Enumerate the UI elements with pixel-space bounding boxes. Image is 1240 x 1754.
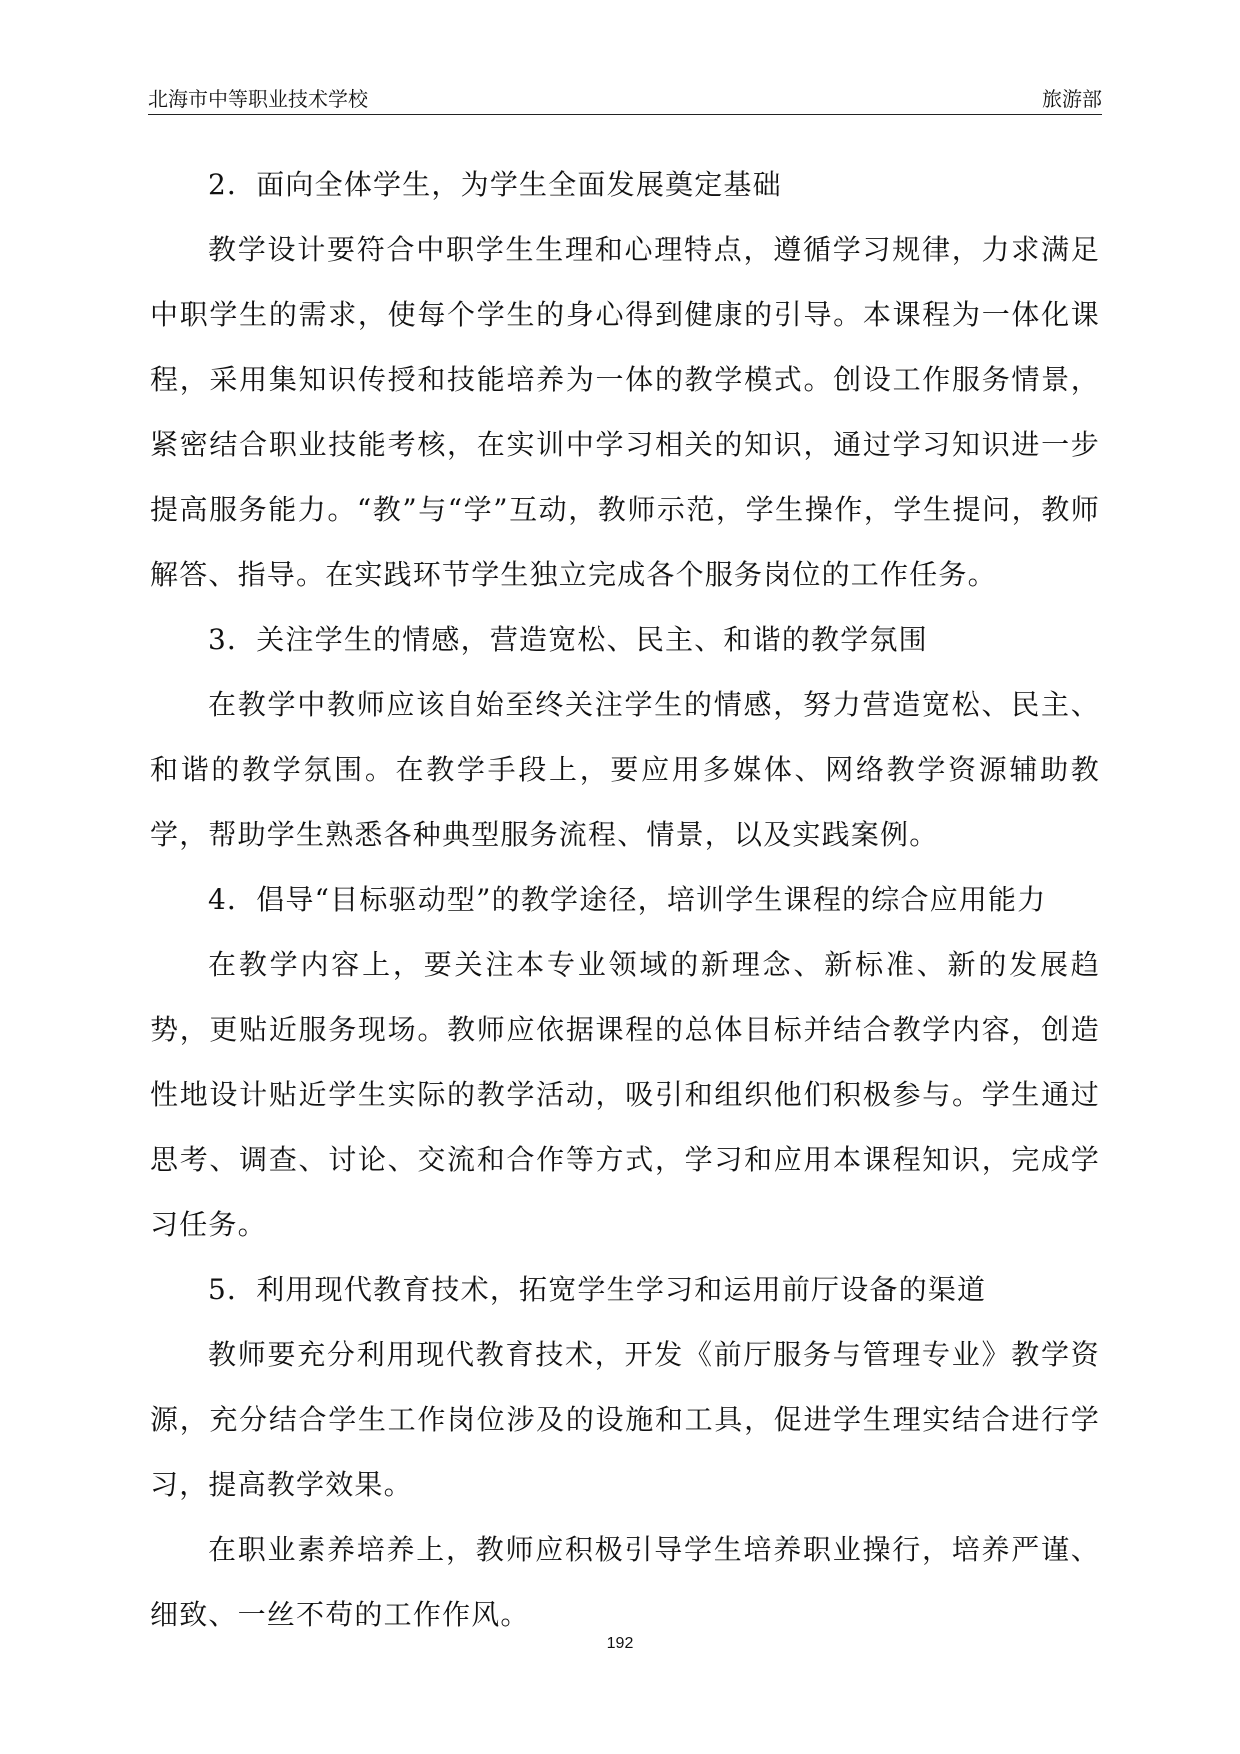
section-heading-3: 3．关注学生的情感，营造宽松、民主、和谐的教学氛围 [208,623,928,656]
section-heading-5: 5．利用现代教育技术，拓宽学生学习和运用前厅设备的渠道 [208,1273,987,1306]
paragraph: 在教学内容上，要关注本专业领域的新理念、新标准、新的发展趋势，更贴近服务现场。教师应依据课程的总体目标并结合教学内容，创造性地设计贴近学生实际的教学活动，吸引和组织他们积极参与。学生通过思考、调查、讨论、交流和合作等方式，学习和应用本课程知识，完成学习任务。 [150,948,1100,1241]
department-name: 旅游部 [1042,87,1102,111]
paragraph: 在教学中教师应该自始至终关注学生的情感，努力营造宽松、民主、和谐的教学氛围。在教学手段上，要应用多媒体、网络教学资源辅助教学，帮助学生熟悉各种典型服务流程、情景，以及实践案例。 [150,688,1100,851]
section-heading-2: 2．面向全体学生，为学生全面发展奠定基础 [208,168,782,201]
section-heading-4: 4．倡导“目标驱动型”的教学途径，培训学生课程的综合应用能力 [208,883,1047,916]
paragraph: 教学设计要符合中职学生生理和心理特点，遵循学习规律，力求满足中职学生的需求，使每个学生的身心得到健康的引导。本课程为一体化课程，采用集知识传授和技能培养为一体的教学模式。创设工作服务情景，紧密结合职业技能考核，在实训中学习相关的知识，通过学习知识进一步提高服务能力。“教”与“学”互动，教师示范，学生操作，学生提问，教师解答、指导。在实践环节学生独立完成各个服务岗位的工作任务。 [150,233,1100,591]
page-header [148,86,1102,115]
body-text [150,152,1100,1647]
paragraph: 教师要充分利用现代教育技术，开发《前厅服务与管理专业》教学资源，充分结合学生工作岗位涉及的设施和工具，促进学生理实结合进行学习，提高教学效果。 [150,1338,1100,1501]
school-name: 北海市中等职业技术学校 [148,87,368,111]
page-number: 192 [606,1635,634,1652]
paragraph: 在职业素养培养上，教师应积极引导学生培养职业操行，培养严谨、细致、一丝不苟的工作作风。 [150,1533,1100,1631]
